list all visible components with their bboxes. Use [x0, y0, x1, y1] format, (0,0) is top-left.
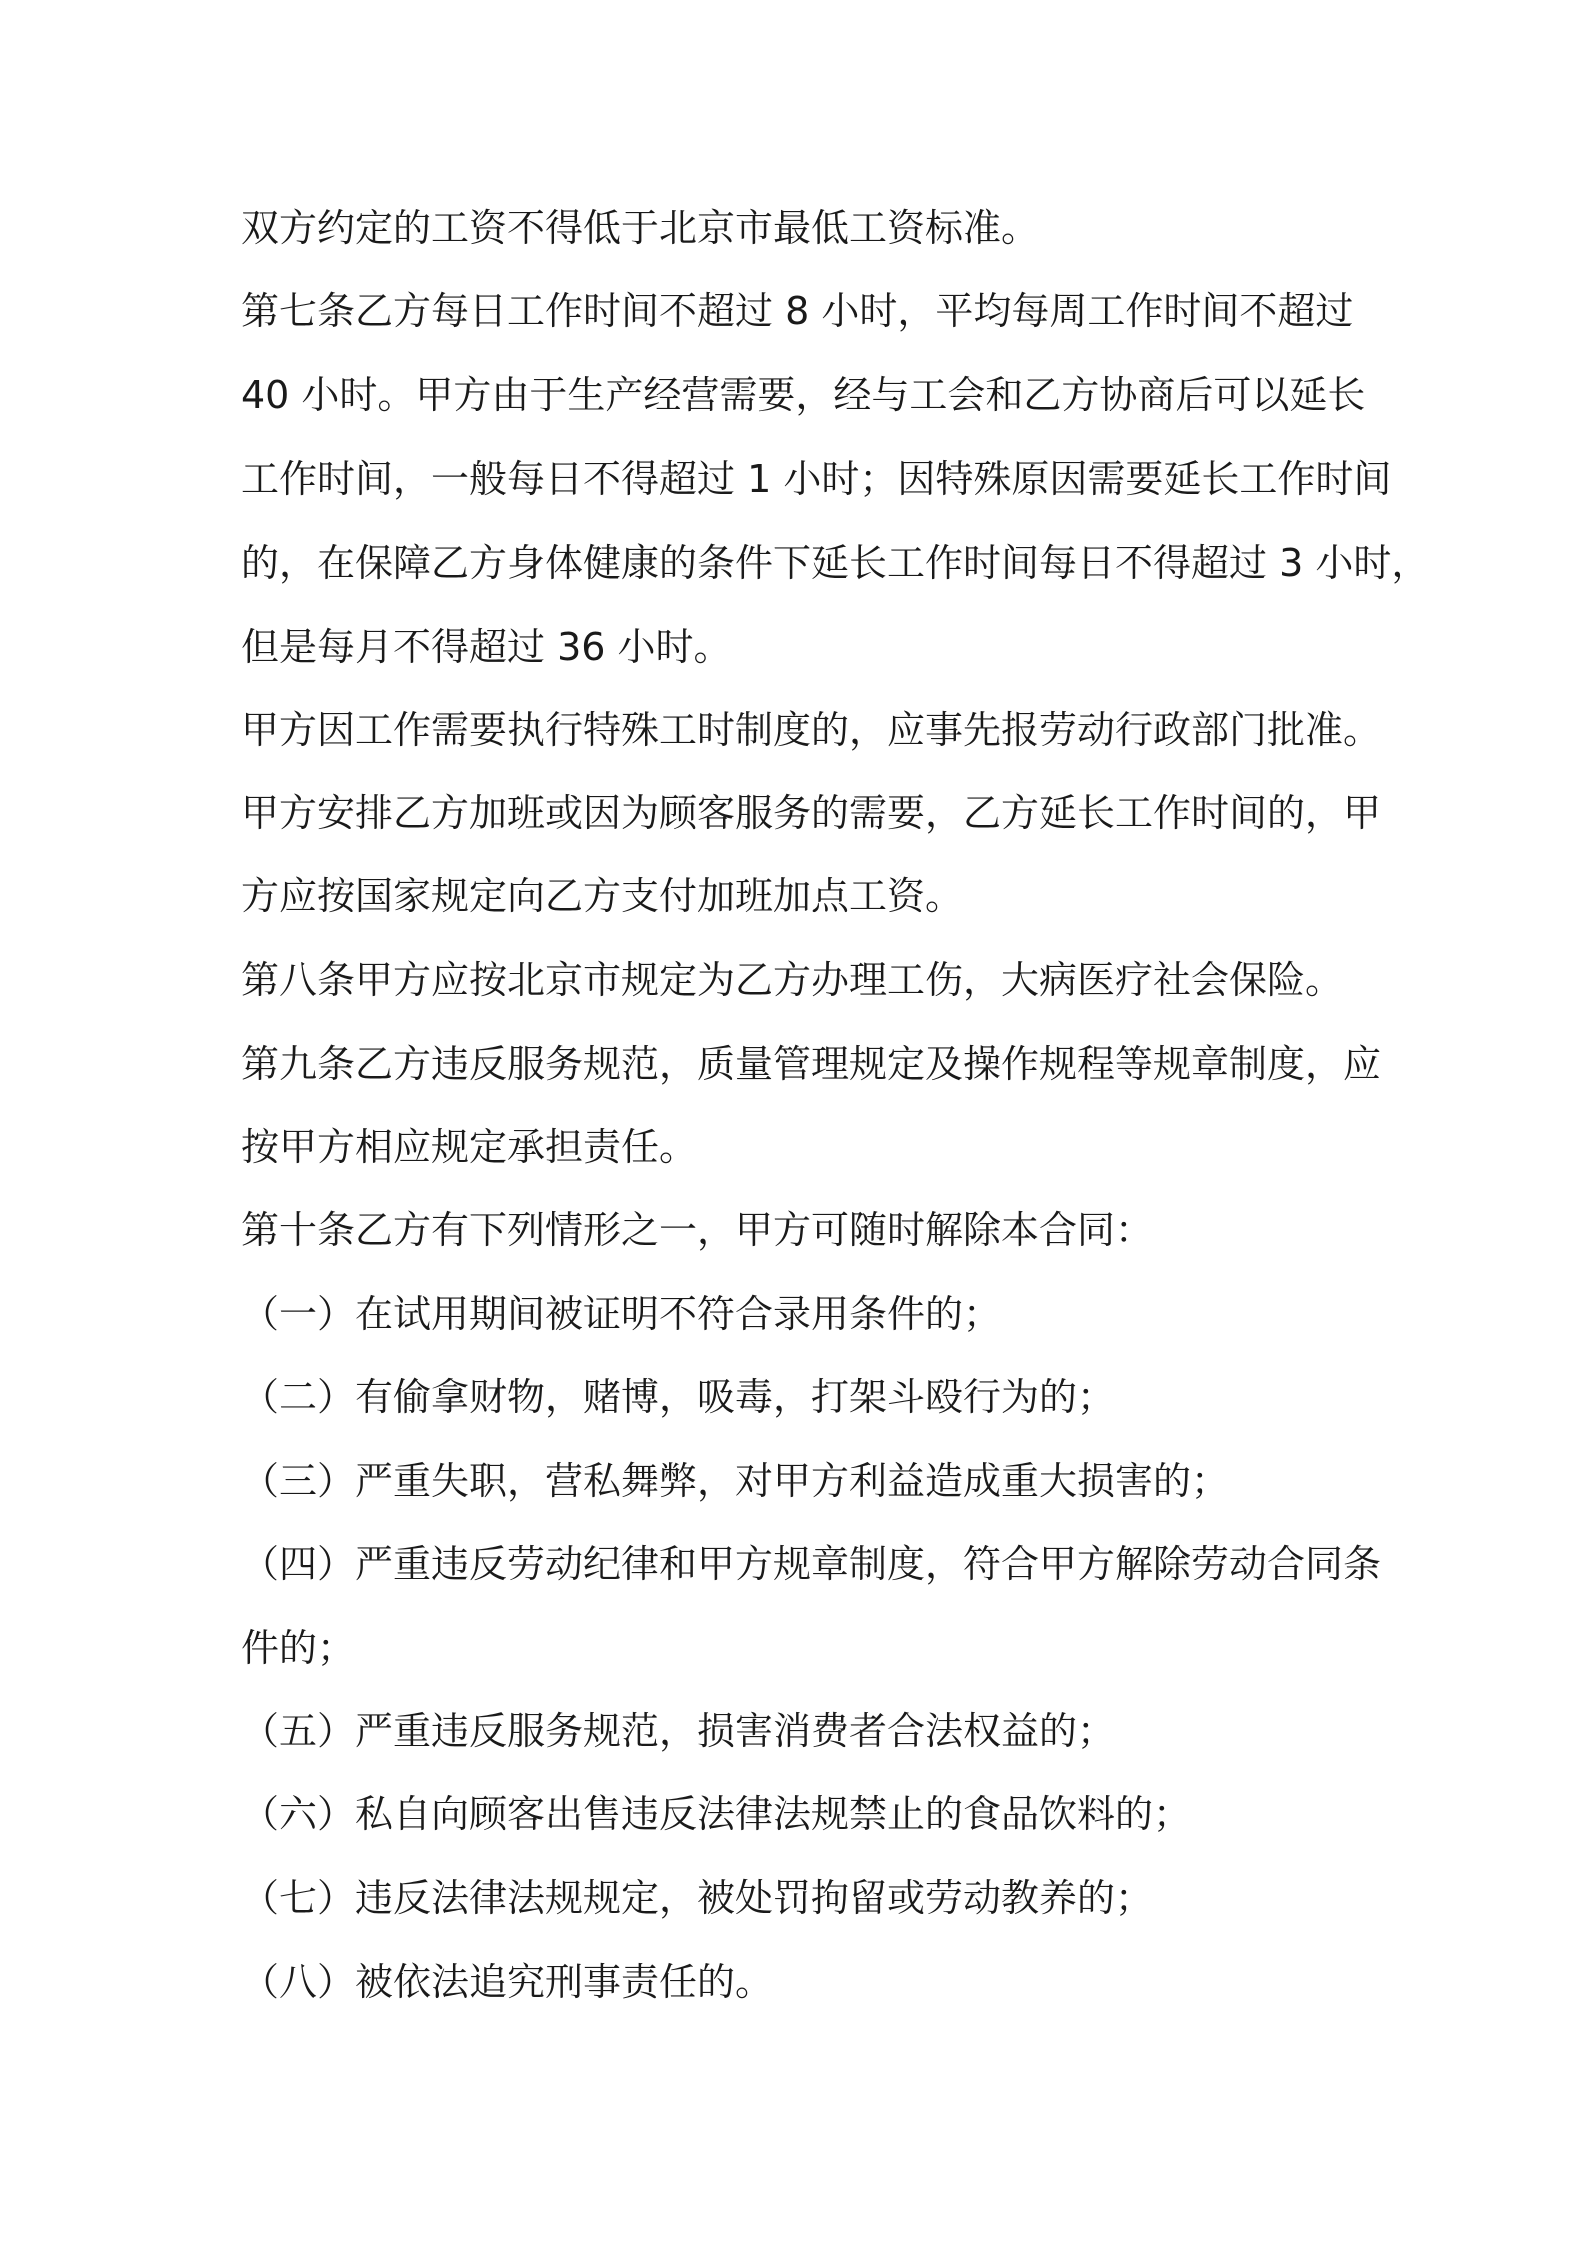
text-line: 但是每月不得超过 36 小时。: [241, 625, 732, 669]
text-line: 第十条乙方有下列情形之一，甲方可随时解除本合同：: [241, 1208, 1154, 1252]
list-item: （六）私自向顾客出售违反法律法规禁止的食品饮料的；: [241, 1792, 1192, 1836]
text-line: 甲方安排乙方加班或因为顾客服务的需要，乙方延长工作时间的，甲: [241, 791, 1382, 835]
text-line: 双方约定的工资不得低于北京市最低工资标准。: [241, 206, 1040, 250]
list-item: （三）严重失职，营私舞弊，对甲方利益造成重大损害的；: [241, 1459, 1230, 1503]
list-item: （七）违反法律法规规定，被处罚拘留或劳动教养的；: [241, 1876, 1154, 1920]
text-line: 甲方因工作需要执行特殊工时制度的，应事先报劳动行政部门批准。: [241, 708, 1382, 752]
text-line: 第七条乙方每日工作时间不超过 8 小时，平均每周工作时间不超过: [241, 289, 1354, 333]
text-line: 第九条乙方违反服务规范，质量管理规定及操作规程等规章制度，应: [241, 1042, 1382, 1086]
text-line: 件的；: [241, 1626, 356, 1670]
list-item: （四）严重违反劳动纪律和甲方规章制度，符合甲方解除劳动合同条: [241, 1542, 1382, 1586]
text-line: 第八条甲方应按北京市规定为乙方办理工伤，大病医疗社会保险。: [241, 958, 1344, 1002]
text-line: 的，在保障乙方身体健康的条件下延长工作时间每日不得超过 3 小时，: [241, 541, 1430, 585]
list-item: （五）严重违反服务规范，损害消费者合法权益的；: [241, 1709, 1116, 1753]
text-line: 工作时间，一般每日不得超过 1 小时；因特殊原因需要延长工作时间: [241, 457, 1392, 501]
text-line: 方应按国家规定向乙方支付加班加点工资。: [241, 874, 964, 918]
list-item: （二）有偷拿财物，赌博，吸毒，打架斗殴行为的；: [241, 1375, 1116, 1419]
text-line: 按甲方相应规定承担责任。: [241, 1125, 698, 1169]
list-item: （一）在试用期间被证明不符合录用条件的；: [241, 1292, 1002, 1336]
text-line: 40 小时。甲方由于生产经营需要，经与工会和乙方协商后可以延长: [241, 373, 1366, 417]
list-item: （八）被依法追究刑事责任的。: [241, 1960, 774, 2004]
